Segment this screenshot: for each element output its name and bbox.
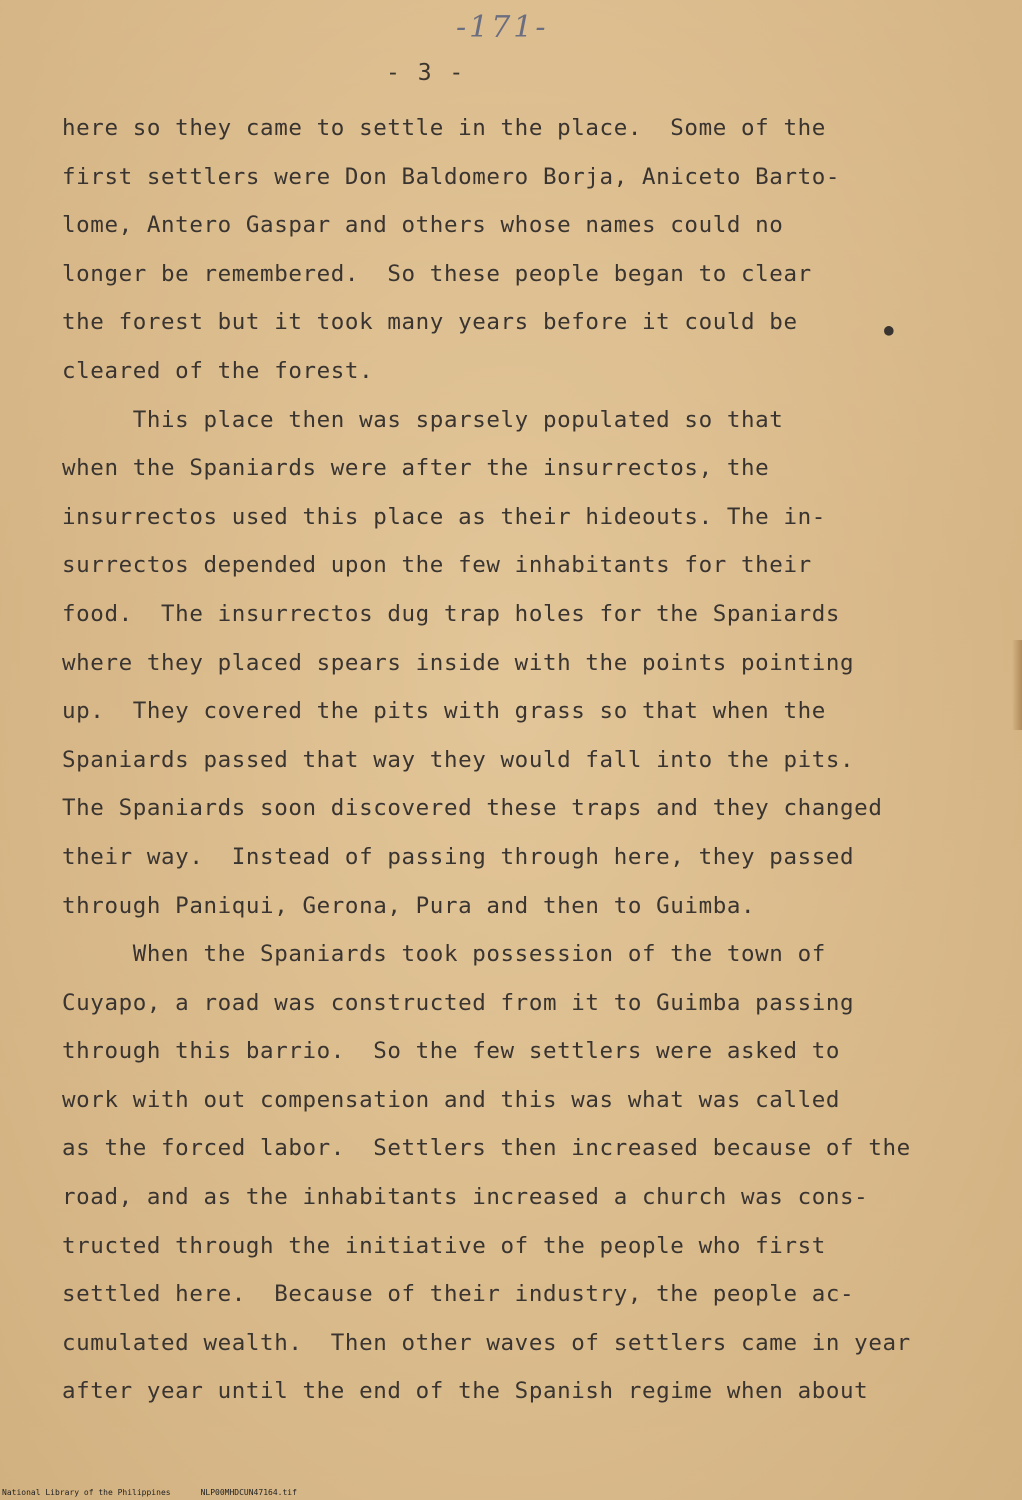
text-line: When the Spaniards took possession of the town of [62,941,826,968]
text-line: insurrectos used this place as their hideouts. The in- [62,503,826,530]
text-line: when the Spaniards were after the insurrectos, the [62,455,770,482]
text-line: longer be remembered. So these people began to clear [62,260,812,287]
handwritten-page-number: -171- [456,10,549,45]
typewritten-body [62,104,962,1416]
text-line: as the forced labor. Settlers then increased because of the [62,1135,911,1162]
typed-page-number: - 3 - [386,60,466,86]
text-line: cleared of the forest. [62,357,374,384]
text-line: Cuyapo, a road was constructed from it to Guimba passing [62,989,855,1016]
text-line: their way. Instead of passing through here, they passed [62,843,855,870]
text-line: through Paniqui, Gerona, Pura and then to Guimba. [62,892,756,919]
text-line: tructed through the initiative of the people who first [62,1232,826,1259]
footer-filename: NLP00MHDCUN47164.tif [200,1488,297,1497]
text-line: food. The insurrectos dug trap holes for the Spaniards [62,600,841,627]
text-line: here so they came to settle in the place. Some of the [62,115,826,141]
text-line: This place then was sparsely populated so that [62,406,784,433]
ink-mark: ● [884,320,894,339]
footer-library: National Library of the Philippines [2,1488,171,1497]
text-line: road, and as the inhabitants increased a church was cons- [62,1184,869,1211]
text-line: first settlers were Don Baldomero Borja, Aniceto Barto- [62,163,841,190]
text-line: after year until the end of the Spanish regime when about [62,1378,869,1405]
text-line: cumulated wealth. Then other waves of settlers came in year [62,1329,911,1356]
text-line: surrectos depended upon the few inhabitants for their [62,552,812,579]
text-line: through this barrio. So the few settlers were asked to [62,1038,841,1065]
text-line: the forest but it took many years before it could be [62,309,798,336]
text-line: settled here. Because of their industry, the people ac- [62,1281,855,1308]
text-line: work with out compensation and this was what was called [62,1086,841,1113]
text-line: up. They covered the pits with grass so that when the [62,698,826,725]
paper-edge-stain [1012,640,1022,730]
scan-footer [2,1488,327,1497]
text-line: The Spaniards soon discovered these traps and they changed [62,795,883,822]
text-line: lome, Antero Gaspar and others whose names could no [62,212,784,239]
text-line: Spaniards passed that way they would fall into the pits. [62,746,855,773]
text-line: where they placed spears inside with the points pointing [62,649,855,676]
